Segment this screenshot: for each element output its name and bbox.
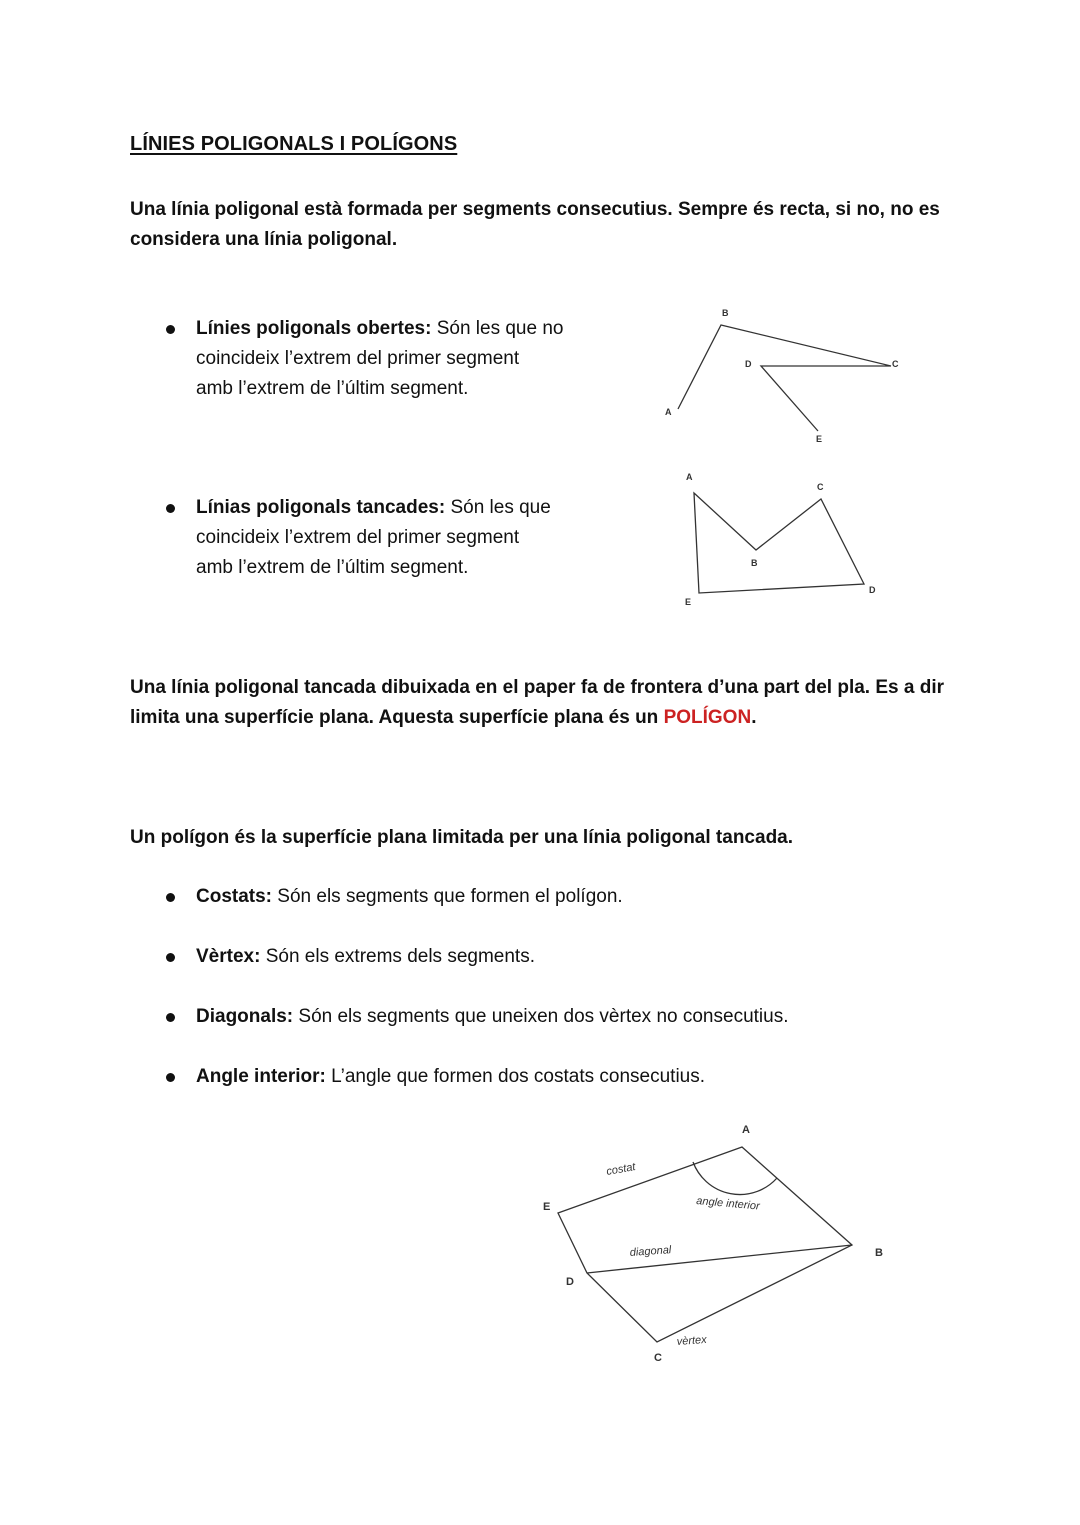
open-lines-text-3: amb l’extrem de l’últim segment.	[196, 378, 469, 399]
open-lines-text-2: coincideix l’extrem del primer segment	[196, 348, 520, 369]
element-text: Són els segments que formen el polígon.	[272, 886, 623, 907]
element-item-diagonals	[166, 1002, 986, 1032]
element-item-costats	[166, 882, 986, 912]
element-term: Angle interior:	[196, 1066, 326, 1087]
closed-polyline-figure	[670, 465, 890, 610]
element-text: Són els extrems dels segments.	[260, 946, 535, 967]
diagonal-annotation: diagonal	[629, 1244, 672, 1259]
polygon-anatomy-figure	[530, 1115, 900, 1370]
closed-lines-text: Són les que	[445, 497, 551, 518]
open-polyline	[678, 325, 891, 431]
vertex-label-c: C	[892, 359, 899, 369]
vertex-annotation: vèrtex	[676, 1333, 708, 1348]
element-item-vertex	[166, 942, 986, 972]
frontier-line-1: Una línia poligonal tancada dibuixada en el paper fa de frontera d’una part del pla. Es a dir	[130, 677, 945, 698]
vertex-label-d: D	[566, 1276, 574, 1288]
open-lines-term: Línies poligonals obertes:	[196, 318, 432, 339]
angle-interior-annotation: angle interior	[695, 1195, 761, 1213]
closed-polyline	[694, 493, 864, 593]
polygon-definition: Un polígon és la superfície plana limitada per una línia poligonal tancada.	[130, 827, 794, 848]
intro-paragraph	[130, 195, 960, 255]
element-term: Vèrtex:	[196, 946, 261, 967]
vertex-label-b: B	[875, 1247, 883, 1259]
closed-lines-item	[166, 493, 626, 585]
vertex-label-a: A	[665, 407, 672, 417]
bullet-icon	[166, 1073, 175, 1082]
open-lines-text: Són les que no	[431, 318, 564, 339]
element-term: Diagonals:	[196, 1006, 294, 1027]
frontier-paragraph	[130, 673, 990, 733]
vertex-label-e: E	[685, 597, 692, 607]
element-text: L’angle que formen dos costats consecutius.	[325, 1066, 706, 1087]
bullet-icon	[166, 893, 175, 902]
intro-line-1: Una línia poligonal està formada per segments consecutius. Sempre és recta, si no, no es	[130, 199, 940, 220]
open-polyline-figure	[655, 300, 915, 455]
bullet-icon	[166, 1013, 175, 1022]
closed-lines-term: Línias poligonals tancades:	[196, 497, 446, 518]
costat-annotation: costat	[605, 1161, 637, 1178]
closed-lines-text-3: amb l’extrem de l’últim segment.	[196, 557, 469, 578]
open-lines-item	[166, 314, 626, 406]
vertex-label-b: B	[751, 558, 758, 568]
frontier-line-2-end: .	[751, 707, 757, 728]
vertex-label-c: C	[654, 1352, 662, 1364]
bullet-icon	[166, 953, 175, 962]
diagonal-line	[587, 1245, 852, 1273]
page-title: LÍNIES POLIGONALS I POLÍGONS	[130, 133, 458, 155]
bullet-icon	[166, 325, 175, 334]
bullet-icon	[166, 504, 175, 513]
polygon-highlight: POLÍGON	[663, 707, 752, 728]
vertex-label-d: D	[745, 359, 752, 369]
vertex-label-e: E	[816, 434, 823, 444]
vertex-label-c: C	[817, 482, 824, 492]
frontier-line-2: limita una superfície plana. Aquesta superfície plana és un	[130, 707, 664, 728]
vertex-label-e: E	[543, 1201, 551, 1213]
element-term: Costats:	[196, 886, 273, 907]
vertex-label-b: B	[722, 308, 729, 318]
closed-lines-text-2: coincideix l’extrem del primer segment	[196, 527, 520, 548]
polygon-outline	[558, 1147, 852, 1342]
element-text: Són els segments que uneixen dos vèrtex no consecutius.	[293, 1006, 789, 1027]
vertex-label-a: A	[686, 472, 693, 482]
vertex-label-a: A	[742, 1124, 750, 1136]
vertex-label-d: D	[869, 585, 876, 595]
element-item-angle-interior	[166, 1062, 986, 1092]
intro-line-2: considera una línia poligonal.	[130, 229, 398, 250]
